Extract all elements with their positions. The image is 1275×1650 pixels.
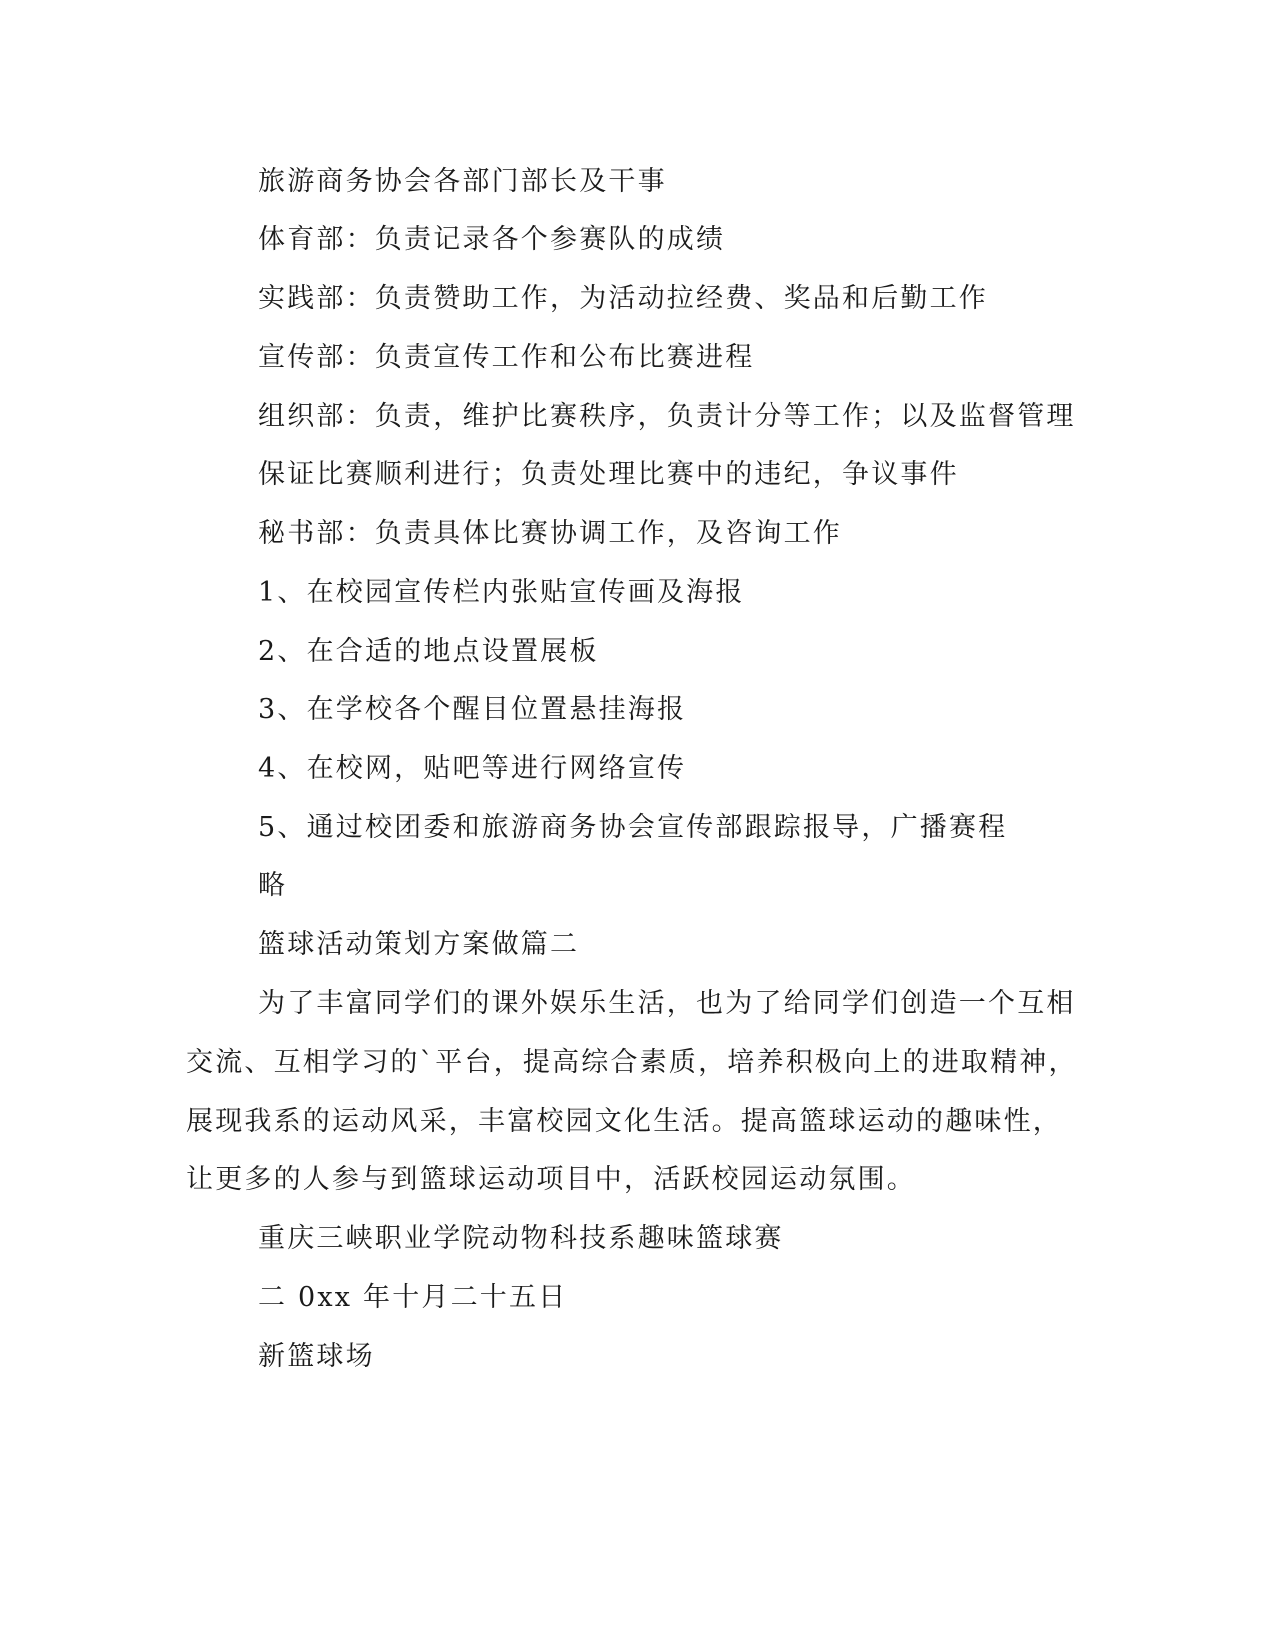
- omitted-note: 略: [258, 870, 288, 901]
- section-title-part-two: 篮球活动策划方案做篇二: [258, 929, 580, 960]
- purpose-paragraph-line-4: 让更多的人参与到篮球运动项目中，活跃校园运动氛围。: [186, 1164, 916, 1195]
- practice-dept-line: 实践部：负责赞助工作，为活动拉经费、奖品和后勤工作: [258, 283, 988, 314]
- organization-dept-line: 组织部：负责，维护比赛秩序，负责计分等工作；以及监督管理: [258, 401, 1076, 432]
- purpose-paragraph-line-1: 为了丰富同学们的课外娱乐生活，也为了给同学们创造一个互相: [258, 988, 1076, 1019]
- publicity-item-5: 5、通过校团委和旅游商务协会宣传部跟踪报导，广播赛程: [258, 812, 1008, 843]
- secretary-dept-line: 秘书部：负责具体比赛协调工作，及咨询工作: [258, 518, 842, 549]
- publicity-dept-line: 宣传部：负责宣传工作和公布比赛进程: [258, 342, 755, 373]
- event-date: 二 0xx 年十月二十五日: [258, 1282, 568, 1313]
- event-name: 重庆三峡职业学院动物科技系趣味篮球赛: [258, 1223, 784, 1254]
- event-venue: 新篮球场: [258, 1341, 375, 1372]
- sports-dept-line: 体育部：负责记录各个参赛队的成绩: [258, 224, 726, 255]
- publicity-item-2: 2、在合适的地点设置展板: [258, 636, 599, 667]
- purpose-paragraph-line-2: 交流、互相学习的`平台，提高综合素质，培养积极向上的进取精神，: [186, 1047, 1078, 1078]
- publicity-item-3: 3、在学校各个醒目位置悬挂海报: [258, 694, 687, 725]
- committee-heading: 旅游商务协会各部门部长及干事: [258, 166, 667, 197]
- purpose-paragraph-line-3: 展现我系的运动风采，丰富校园文化生活。提高篮球运动的趣味性，: [186, 1106, 1062, 1137]
- publicity-item-1: 1、在校园宣传栏内张贴宣传画及海报: [258, 577, 745, 608]
- organization-dept-continuation: 保证比赛顺利进行；负责处理比赛中的违纪，争议事件: [258, 459, 959, 490]
- publicity-item-4: 4、在校网，贴吧等进行网络宣传: [258, 753, 687, 784]
